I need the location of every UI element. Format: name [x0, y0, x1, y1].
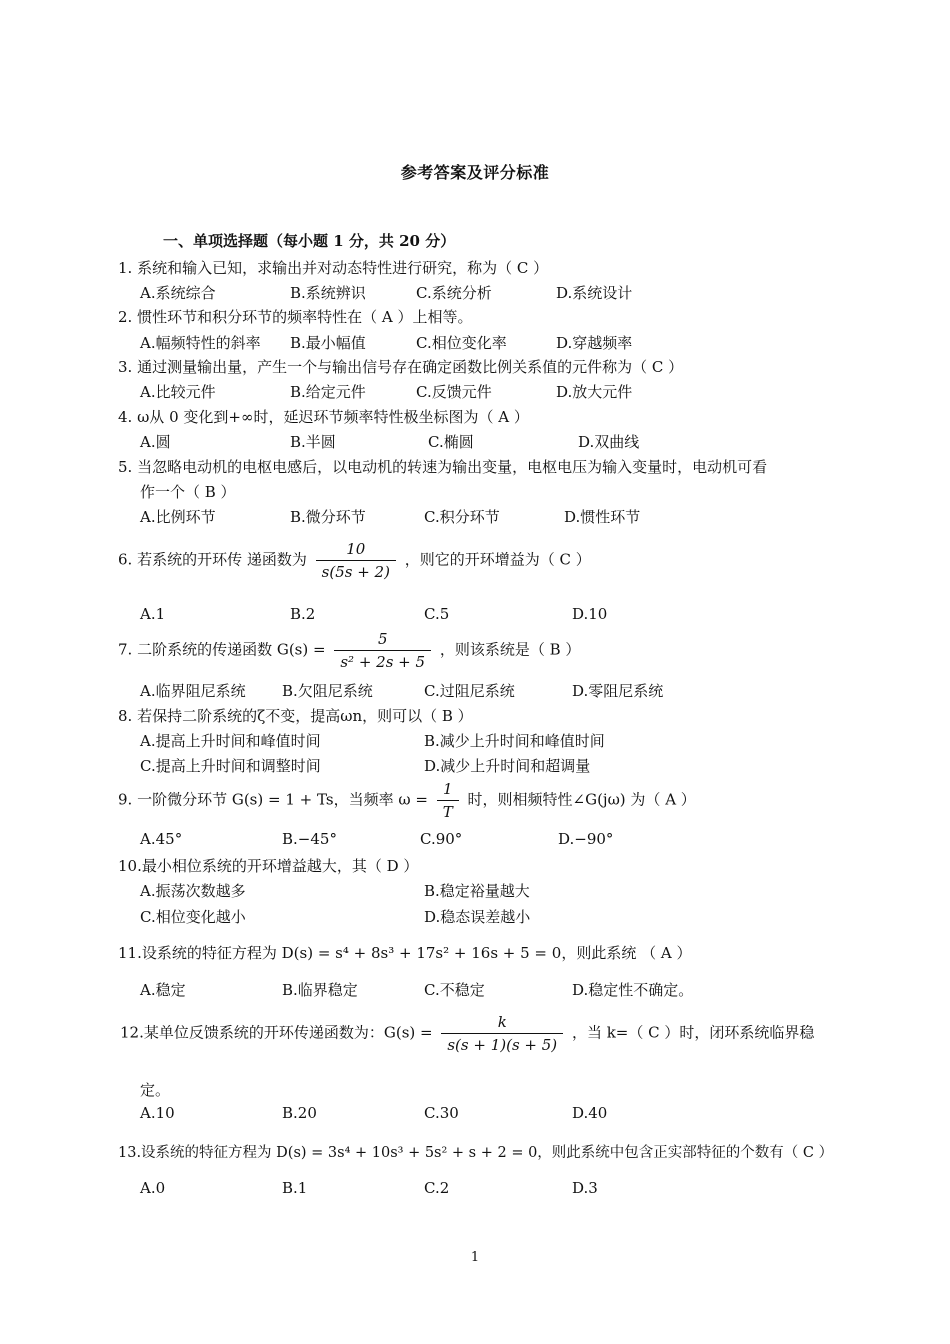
q10-option-c: C.相位变化越小 [140, 908, 246, 926]
question-12-answer: ，当 k=（ C ）时，闭环系统临界稳 [571, 1023, 815, 1042]
section-heading: 一、单项选择题（每小题 1 分，共 20 分） [163, 232, 456, 250]
q13-option-a: A.0 [140, 1179, 166, 1197]
q4-option-c: C.椭圆 [428, 433, 474, 451]
transfer-function-fraction [441, 1013, 563, 1054]
question-7 [118, 630, 580, 671]
q11-option-d: D.稳定性不确定。 [572, 981, 694, 999]
fraction-numerator: 5 [334, 630, 431, 651]
q3-option-d: D.放大元件 [556, 383, 633, 401]
question-7-text: 7. 二阶系统的传递函数 G(s) = [118, 640, 326, 659]
q2-option-b: B.最小幅值 [290, 334, 366, 352]
q7-option-c: C.过阻尼系统 [424, 682, 515, 700]
question-10: 10.最小相位系统的开环增益越大，其（ D ） [118, 857, 419, 875]
fraction-denominator: s² + 2s + 5 [340, 653, 426, 671]
fraction-numerator: k [441, 1013, 563, 1034]
q13-option-b: B.1 [282, 1179, 308, 1197]
q2-option-c: C.相位变化率 [416, 334, 507, 352]
q3-option-b: B.给定元件 [290, 383, 366, 401]
q6-option-a: A.1 [140, 605, 166, 623]
frequency-fraction [437, 780, 459, 821]
q3-option-c: C.反馈元件 [416, 383, 492, 401]
q12-option-a: A.10 [140, 1104, 175, 1122]
q5-option-c: C.积分环节 [424, 508, 500, 526]
q11-option-a: A.稳定 [140, 981, 186, 999]
question-9 [118, 780, 696, 821]
transfer-function-fraction [334, 630, 431, 671]
fraction-denominator: s(s + 1)(s + 5) [447, 1036, 558, 1054]
fraction-denominator: s(5s + 2) [321, 563, 390, 581]
q5-option-b: B.微分环节 [290, 508, 366, 526]
question-4: 4. ω从 0 变化到+∞时，延迟环节频率特性极坐标图为（ A ） [118, 408, 529, 426]
q4-option-d: D.双曲线 [578, 433, 640, 451]
q10-option-b: B.稳定裕量越大 [424, 882, 530, 900]
q3-option-a: A.比较元件 [140, 383, 216, 401]
q13-option-d: D.3 [572, 1179, 598, 1197]
question-6 [118, 540, 591, 581]
q4-option-b: B.半圆 [290, 433, 336, 451]
question-1: 1. 系统和输入已知，求输出并对动态特性进行研究，称为（ C ） [118, 259, 549, 277]
question-8: 8. 若保持二阶系统的ζ不变，提高ωn，则可以（ B ） [118, 707, 473, 725]
fraction-denominator: T [442, 803, 453, 821]
q12-option-b: B.20 [282, 1104, 317, 1122]
question-12-continued: 定。 [140, 1081, 171, 1099]
q6-option-b: B.2 [290, 605, 316, 623]
q5-option-a: A.比例环节 [140, 508, 216, 526]
fraction-numerator: 1 [437, 780, 459, 801]
q11-option-b: B.临界稳定 [282, 981, 358, 999]
q13-option-c: C.2 [424, 1179, 450, 1197]
q9-option-c: C.90° [420, 830, 463, 848]
question-7-answer: ，则该系统是（ B ） [439, 640, 581, 659]
question-6-text: 6. 若系统的开环传 递函数为 [118, 550, 307, 569]
q7-option-d: D.零阻尼系统 [572, 682, 664, 700]
q12-option-d: D.40 [572, 1104, 608, 1122]
q12-option-c: C.30 [424, 1104, 459, 1122]
q7-option-b: B.欠阻尼系统 [282, 682, 373, 700]
q10-option-d: D.稳态误差越小 [424, 908, 531, 926]
q2-option-d: D.穿越频率 [556, 334, 633, 352]
question-11: 11.设系统的特征方程为 D(s) = s⁴ + 8s³ + 17s² + 16s + 5 = 0，则此系统 （ A ） [118, 944, 692, 962]
q7-option-a: A.临界阻尼系统 [140, 682, 246, 700]
fraction-numerator: 10 [316, 540, 396, 561]
question-13: 13.设系统的特征方程为 D(s) = 3s⁴ + 10s³ + 5s² + s + 2 = 0，则此系统中包含正实部特征的个数有（ C ） [118, 1145, 834, 1161]
q11-option-c: C.不稳定 [424, 981, 485, 999]
page-number: 1 [470, 1250, 480, 1265]
q8-option-d: D.减少上升时间和超调量 [424, 757, 591, 775]
q5-option-d: D.惯性环节 [564, 508, 641, 526]
q2-option-a: A.幅频特性的斜率 [140, 334, 261, 352]
q10-option-a: A.振荡次数越多 [140, 882, 246, 900]
question-9-text: 9. 一阶微分环节 G(s) = 1 + Ts，当频率 ω = [118, 790, 428, 809]
q1-option-a: A.系统综合 [140, 284, 216, 302]
question-9-answer: 时，则相频特性∠G(jω) 为（ A ） [467, 790, 696, 809]
page-title: 参考答案及评分标准 [400, 163, 550, 182]
question-3: 3. 通过测量输出量，产生一个与输出信号存在确定函数比例关系值的元件称为（ C ） [118, 358, 684, 376]
transfer-function-fraction [316, 540, 396, 581]
q8-option-b: B.减少上升时间和峰值时间 [424, 732, 605, 750]
q4-option-a: A.圆 [140, 433, 171, 451]
question-12 [120, 1013, 814, 1054]
question-2: 2. 惯性环节和积分环节的频率特性在（ A ）上相等。 [118, 308, 473, 326]
q9-option-d: D.−90° [558, 830, 614, 848]
q6-option-d: D.10 [572, 605, 608, 623]
q6-option-c: C.5 [424, 605, 450, 623]
q9-option-b: B.−45° [282, 830, 337, 848]
q8-option-c: C.提高上升时间和调整时间 [140, 757, 321, 775]
q8-option-a: A.提高上升时间和峰值时间 [140, 732, 321, 750]
question-12-text: 12.某单位反馈系统的开环传递函数为：G(s) = [120, 1023, 433, 1042]
question-5-continued: 作一个（ B ） [140, 483, 236, 501]
q1-option-c: C.系统分析 [416, 284, 492, 302]
q1-option-d: D.系统设计 [556, 284, 633, 302]
q9-option-a: A.45° [140, 830, 183, 848]
question-6-answer: ，则它的开环增益为（ C ） [404, 550, 591, 569]
q1-option-b: B.系统辨识 [290, 284, 366, 302]
question-5: 5. 当忽略电动机的电枢电感后，以电动机的转速为输出变量，电枢电压为输入变量时，电动机可看 [118, 458, 768, 476]
